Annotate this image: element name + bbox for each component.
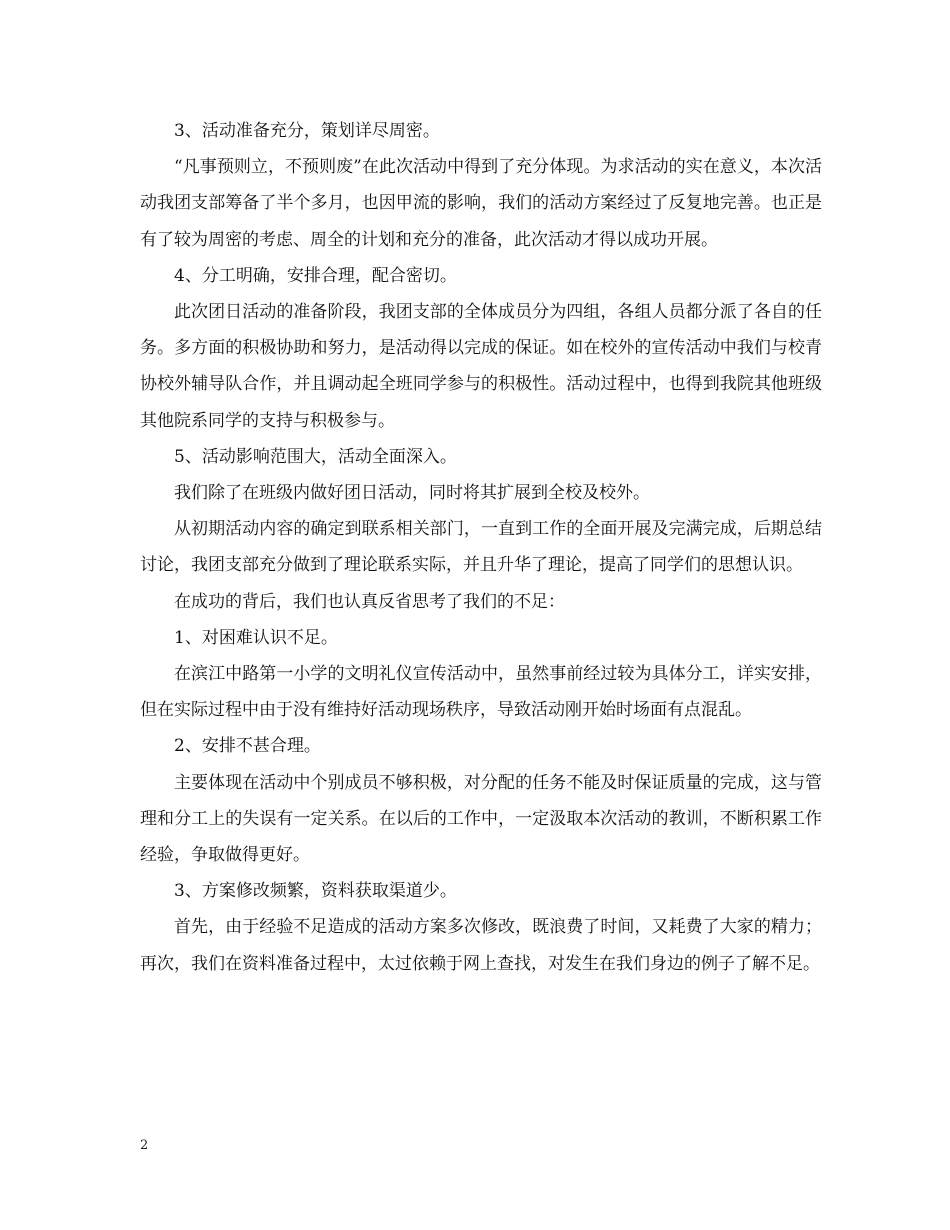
heading-difficulty: 1、对困难认识不足。 [174,627,338,648]
page-number: 2 [140,1138,149,1153]
paragraph-theory-practice: 从初期活动内容的确定到联系相关部门，一直到工作的全面开展及完满完成，后期总结讨论，我团支部充分做到了理论联系实际，并且升华了理论，提高了同学们的思想认识。 [140,519,822,576]
paragraph-shortcomings-intro: 在成功的背后，我们也认真反省思考了我们的不足： [174,591,565,612]
heading-influence: 5、活动影响范围大，活动全面深入。 [174,446,457,467]
paragraph-preparation: “凡事预则立，不预则废”在此次活动中得到了充分体现。为求活动的实在意义，本次活动我团支部筹备了半个多月，也因甲流的影响，我们的活动方案经过了反复地完善。也正是有了较为周密的考虑、周全的计划和充分的准备，此次活动才得以成功开展。 [140,157,822,250]
document-body [140,113,822,982]
paragraph-influence: 我们除了在班级内做好团日活动，同时将其扩展到全校及校外。 [174,483,650,504]
paragraph-difficulty: 在滨江中路第一小学的文明礼仪宣传活动中，虽然事前经过较为具体分工，详实安排，但在实际过程中由于没有维持好活动现场秩序，导致活动刚开始时场面有点混乱。 [140,664,822,721]
heading-arrangement: 2、安排不甚合理。 [174,736,321,757]
paragraph-arrangement: 主要体现在活动中个别成员不够积极，对分配的任务不能及时保证质量的完成，这与管理和分工上的失误有一定关系。在以后的工作中，一定汲取本次活动的教训，不断积累工作经验，争取做得更好。 [140,772,822,866]
paragraph-plan-revision: 首先，由于经验不足造成的活动方案多次修改，既浪费了时间，又耗费了大家的精力；再次，我们在资料准备过程中，太过依赖于网上查找，对发生在我们身边的例子了解不足。 [140,917,822,974]
heading-plan-revision: 3、方案修改频繁，资料获取渠道少。 [174,881,457,902]
heading-division-of-labor: 4、分工明确，安排合理，配合密切。 [174,265,457,286]
paragraph-division-of-labor: 此次团日活动的准备阶段，我团支部的全体成员分为四组，各组人员都分派了各自的任务。多方面的积极协助和努力，是活动得以完成的保证。如在校外的宣传活动中我们与校青协校外辅导队合作，并且调动起全班同学参与的积极性。活动过程中，也得到我院其他班级其他院系同学的支持与积极参与。 [140,302,822,431]
heading-preparation: 3、活动准备充分，策划详尽周密。 [174,121,440,141]
